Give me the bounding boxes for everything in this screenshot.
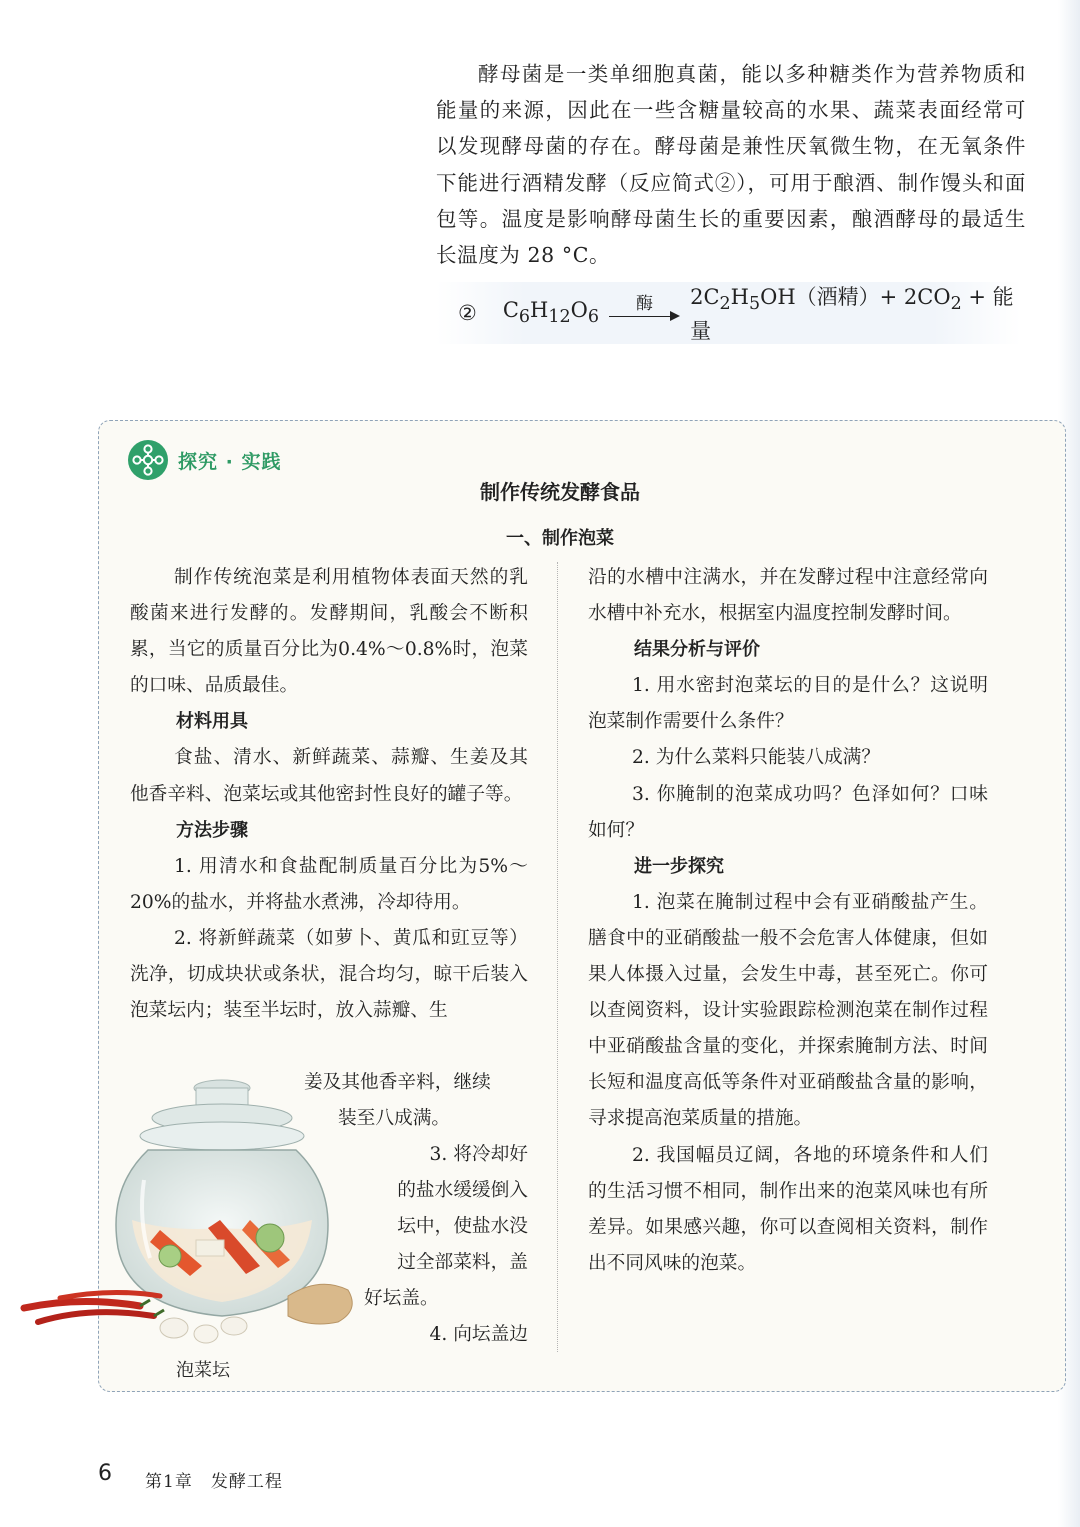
molecule-icon bbox=[128, 440, 168, 480]
question-2: 2. 为什么菜料只能装八成满？ bbox=[632, 747, 881, 769]
step-3-line-b: 的盐水缓缓倒入 bbox=[397, 1180, 528, 1201]
step-4-start: 4. 向坛盖边 bbox=[429, 1324, 528, 1345]
panel-title: 制作传统发酵食品 bbox=[480, 480, 640, 504]
right-column bbox=[588, 560, 988, 1282]
materials-text: 食盐、清水、新鲜蔬菜、蒜瓣、生姜及其他香辛料、泡菜坛或其他密封性良好的罐子等。 bbox=[130, 747, 528, 805]
reaction-arrow-icon bbox=[609, 294, 680, 328]
further-heading: 进一步探究 bbox=[634, 855, 724, 877]
column-divider bbox=[557, 562, 558, 1352]
pickle-intro: 制作传统泡菜是利用植物体表面天然的乳酸菌来进行发酵的。发酵期间，乳酸会不断积累，当它的质量百分比为0.4%～0.8%时，泡菜的口味、品质最佳。 bbox=[130, 567, 528, 697]
step-3-line-d: 过全部菜料，盖 bbox=[397, 1252, 528, 1273]
step-1: 1. 用清水和食盐配制质量百分比为5%～20%的盐水，并将盐水煮沸，冷却待用。 bbox=[130, 855, 528, 913]
page-number: 6 bbox=[98, 1461, 112, 1486]
equation-products: $2C_2H_5OH$（酒精）+ $2CO_2$ + 能量 bbox=[690, 285, 1014, 343]
step-4-continued: 沿的水槽中注满水，并在发酵过程中注意经常向水槽中补充水，根据室内温度控制发酵时间。 bbox=[588, 567, 988, 625]
further-1: 1. 泡菜在腌制过程中会有亚硝酸盐产生。膳食中的亚硝酸盐一般不会危害人体健康，但如果人体摄入过量，会发生中毒，甚至死亡。你可以查阅资料，设计实验跟踪检测泡菜在制作过程中亚硝酸盐含量的变化，并探索腌制方法、时间长短和温度高低等条件对亚硝酸盐含量的影响，寻求提高泡菜质量的措施。 bbox=[588, 891, 988, 1130]
reaction-equation bbox=[436, 282, 1021, 344]
step-2-wrap-b: 装至八成满。 bbox=[338, 1108, 451, 1129]
left-column bbox=[130, 560, 528, 1029]
pickle-jar-image bbox=[20, 1070, 360, 1350]
step-3-line-a: 3. 将冷却好 bbox=[429, 1144, 528, 1165]
step-3-line-c: 坛中，使盐水没 bbox=[397, 1216, 528, 1237]
materials-heading: 材料用具 bbox=[176, 711, 248, 733]
equation-number: ② bbox=[458, 301, 477, 325]
badge-label: 探究 · 实践 bbox=[178, 450, 282, 473]
results-heading: 结果分析与评价 bbox=[634, 639, 760, 661]
chapter-label: 第1章 发酵工程 bbox=[145, 1472, 283, 1492]
methods-heading: 方法步骤 bbox=[176, 819, 248, 841]
section-title: 一、制作泡菜 bbox=[506, 528, 614, 549]
step-3-line-e: 好坛盖。 bbox=[364, 1288, 439, 1309]
question-1: 1. 用水密封泡菜坛的目的是什么？这说明泡菜制作需要什么条件？ bbox=[588, 675, 988, 733]
step-2: 2. 将新鲜蔬菜（如萝卜、黄瓜和豇豆等）洗净，切成块状或条状，混合均匀，晾干后装入泡菜坛内；装至半坛时，放入蒜瓣、生 bbox=[130, 927, 528, 1022]
inquiry-badge bbox=[128, 440, 281, 480]
step-2-wrap-a: 姜及其他香辛料，继续 bbox=[304, 1072, 491, 1093]
equation-reactant: $C_6H_{12}O_6$ bbox=[502, 298, 600, 328]
question-3: 3. 你腌制的泡菜成功吗？色泽如何？口味如何？ bbox=[588, 783, 988, 841]
enzyme-label: 酶 bbox=[636, 294, 654, 314]
image-caption: 泡菜坛 bbox=[176, 1360, 230, 1381]
intro-paragraph: 酵母菌是一类单细胞真菌，能以多种糖类作为营养物质和能量的来源，因此在一些含糖量较高的水果、蔬菜表面经常可以发现酵母菌的存在。酵母菌是兼性厌氧微生物，在无氧条件下能进行酒精发酵（反应简式②），可用于酿酒、制作馒头和面包等。温度是影响酵母菌生长的重要因素，酿酒酵母的最适生长温度为 28 °C。 bbox=[436, 62, 1026, 268]
further-2: 2. 我国幅员辽阔，各地的环境条件和人们的生活习惯不相同，制作出来的泡菜风味也有所差异。如果感兴趣，你可以查阅相关资料，制作出不同风味的泡菜。 bbox=[588, 1144, 988, 1274]
